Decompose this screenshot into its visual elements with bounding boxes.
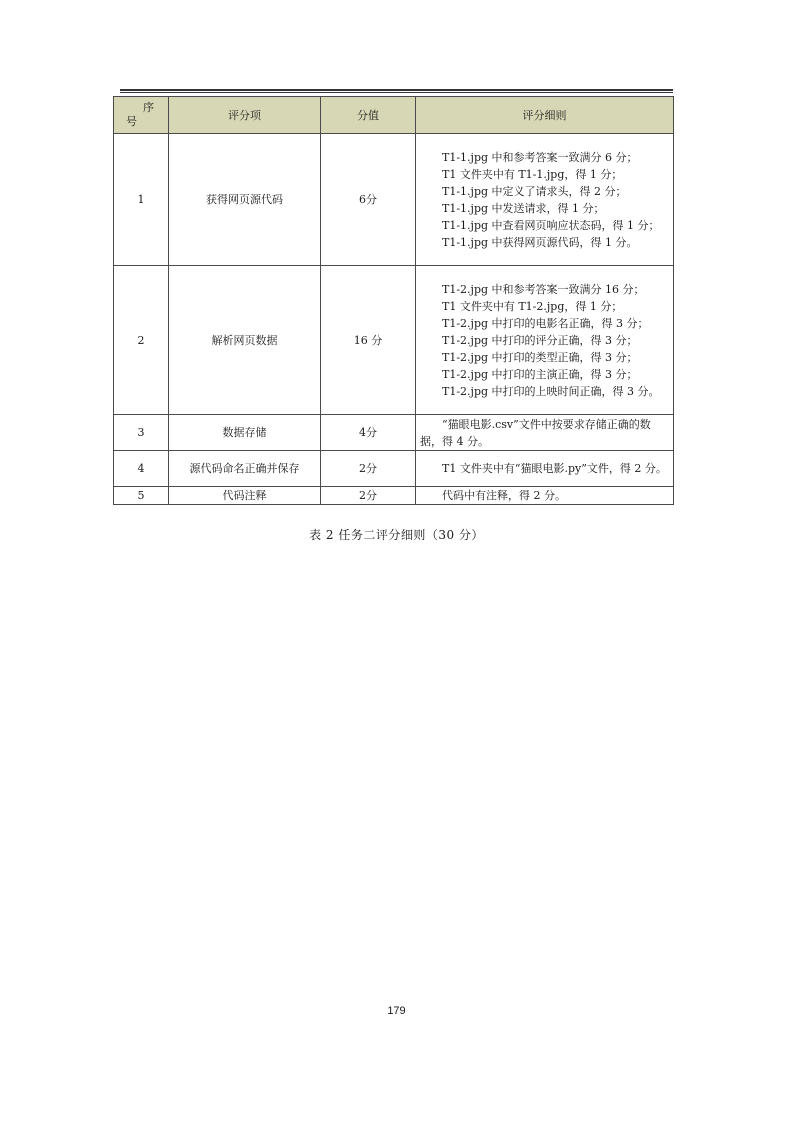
row-item: 代码注释 xyxy=(169,487,321,505)
row-item: 解析网页数据 xyxy=(169,266,321,415)
criteria-line: T1 文件夹中有“猫眼电影.py”文件，得 2 分。 xyxy=(442,462,667,475)
row-item: 获得网页源代码 xyxy=(169,134,321,266)
criteria-line: T1-2.jpg 中打印的电影名正确，得 3 分； xyxy=(442,316,649,330)
row-criteria xyxy=(416,415,674,451)
row-item: 数据存储 xyxy=(169,415,321,451)
row-number: 5 xyxy=(114,487,169,505)
header-item: 评分项 xyxy=(169,97,321,134)
criteria-line: T1-1.jpg 中查看网页响应状态码，得 1 分； xyxy=(442,218,660,232)
header-criteria: 评分细则 xyxy=(416,97,674,134)
row-points: 2分 xyxy=(321,487,416,505)
table-row xyxy=(114,451,674,487)
table-row xyxy=(114,415,674,451)
header-number-line1: 序 xyxy=(143,101,154,114)
criteria-line: T1-1.jpg 中定义了请求头，得 2 分； xyxy=(442,184,627,198)
criteria-line: T1-2.jpg 中打印的类型正确，得 3 分； xyxy=(442,350,638,364)
row-number: 3 xyxy=(114,415,169,451)
table-header-row xyxy=(114,97,674,134)
criteria-line: T1-2.jpg 中打印的主演正确，得 3 分； xyxy=(442,367,638,381)
table-row xyxy=(114,266,674,415)
row-criteria xyxy=(416,134,674,266)
criteria-line: “猫眼电影.csv”文件中按要求存储正确的数据，得 4 分。 xyxy=(420,417,651,448)
criteria-line: T1 文件夹中有 T1-1.jpg，得 1 分； xyxy=(442,167,623,181)
row-number: 4 xyxy=(114,451,169,487)
table-row xyxy=(114,487,674,505)
criteria-line: T1 文件夹中有 T1-2.jpg，得 1 分； xyxy=(442,299,623,313)
header-rule xyxy=(120,89,673,93)
scoring-table xyxy=(113,96,674,505)
row-points: 4分 xyxy=(321,415,416,451)
row-number: 1 xyxy=(114,134,169,266)
criteria-line: T1-1.jpg 中获得网页源代码，得 1 分。 xyxy=(442,235,638,249)
criteria-line: T1-2.jpg 中打印的上映时间正确，得 3 分。 xyxy=(442,384,660,398)
row-number: 2 xyxy=(114,266,169,415)
page-number: 179 xyxy=(387,1005,406,1017)
criteria-line: T1-1.jpg 中发送请求，得 1 分； xyxy=(442,201,605,215)
row-criteria xyxy=(416,266,674,415)
header-number-line2: 号 xyxy=(126,115,137,128)
criteria-line: T1-1.jpg 中和参考答案一致满分 6 分； xyxy=(442,150,638,164)
table-row xyxy=(114,134,674,266)
criteria-line: T1-2.jpg 中和参考答案一致满分 16 分； xyxy=(442,282,645,296)
row-criteria xyxy=(416,487,674,505)
criteria-line: 代码中有注释，得 2 分。 xyxy=(442,489,566,502)
row-points: 2分 xyxy=(321,451,416,487)
row-criteria xyxy=(416,451,674,487)
row-item: 源代码命名正确并保存 xyxy=(169,451,321,487)
row-points: 16 分 xyxy=(321,266,416,415)
header-number xyxy=(114,97,169,134)
criteria-line: T1-2.jpg 中打印的评分正确，得 3 分； xyxy=(442,333,638,347)
row-points: 6分 xyxy=(321,134,416,266)
table-caption: 表 2 任务二评分细则（30 分） xyxy=(309,528,484,542)
header-points: 分值 xyxy=(321,97,416,134)
